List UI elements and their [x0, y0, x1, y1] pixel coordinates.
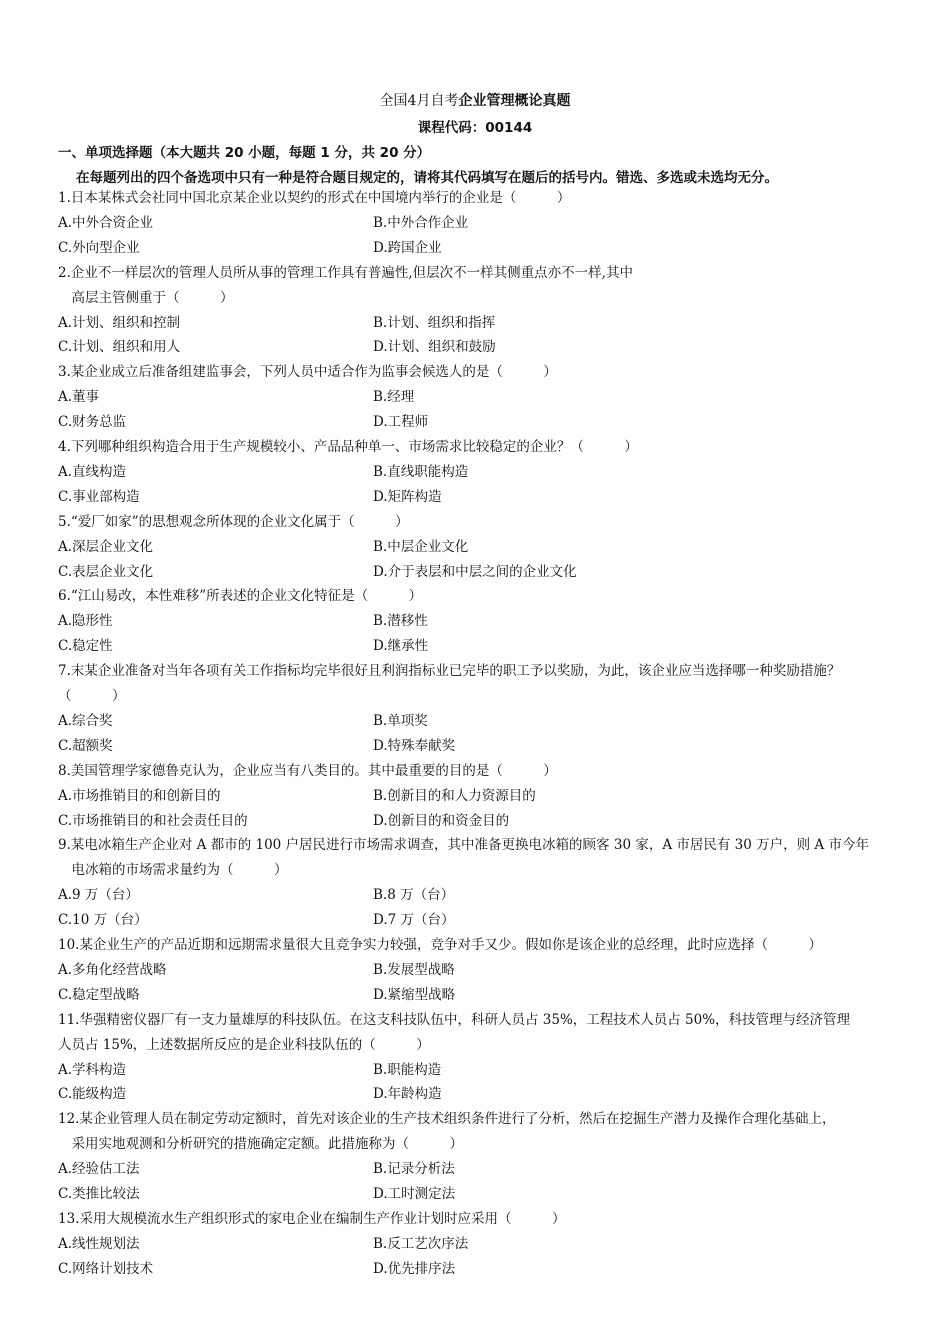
question-3-option-a: A.董事	[58, 389, 100, 406]
question-7-option-b: B.单项奖	[373, 712, 428, 729]
question-10-option-c: C.稳定型战略	[58, 986, 140, 1003]
section-instruction: 在每题列出的四个备选项中只有一种是符合题目规定的，请将其代码填写在题后的括号内。错选、多选或未选均无分。	[76, 170, 778, 186]
question-13-option-a: A.线性规划法	[58, 1235, 140, 1252]
question-5-option-c: C.表层企业文化	[58, 563, 154, 580]
question-12-option-b: B.记录分析法	[373, 1161, 455, 1178]
question-6-option-d: D.继承性	[373, 638, 429, 655]
question-4-option-c: C.事业部构造	[58, 488, 140, 505]
question-8-option-c: C.市场推销目的和社会责任目的	[58, 812, 248, 829]
question-13-stem: 13.采用大规模流水生产组织形式的家电企业在编制生产作业计划时应采用（ ）	[58, 1210, 566, 1227]
question-11-option-b: B.职能构造	[373, 1061, 442, 1078]
question-2-option-b: B.计划、组织和指挥	[373, 314, 496, 331]
exam-title-prefix: 全国4月自考	[379, 93, 459, 109]
question-4-stem: 4.下列哪种组织构造合用于生产规模较小、产品品种单一、市场需求比较稳定的企业？（ ）	[58, 439, 638, 455]
question-5-option-a: A.深层企业文化	[58, 538, 154, 555]
question-3-option-d: D.工程师	[373, 414, 429, 431]
question-13-option-b: B.反工艺次序法	[373, 1235, 469, 1252]
question-7-option-d: D.特殊奉献奖	[373, 737, 456, 754]
question-8-option-d: D.创新目的和资金目的	[373, 812, 510, 829]
question-6-option-b: B.潜移性	[373, 613, 428, 630]
question-1-option-d: D.跨国企业	[373, 239, 442, 256]
question-13-option-c: C.网络计划技术	[58, 1260, 154, 1277]
question-4-option-d: D.矩阵构造	[373, 488, 442, 505]
question-2-option-c: C.计划、组织和用人	[58, 339, 181, 356]
question-9-option-b: B.8 万（台）	[373, 887, 455, 904]
question-2-option-a: A.计划、组织和控制	[58, 314, 181, 331]
question-4-option-a: A.直线构造	[58, 463, 127, 480]
question-2-option-d: D.计划、组织和鼓励	[373, 339, 496, 356]
question-8-option-b: B.创新目的和人力资源目的	[373, 787, 536, 804]
question-9-option-a: A.9 万（台）	[58, 887, 139, 904]
question-10-option-b: B.发展型战略	[373, 961, 455, 978]
question-2-stem: 2.企业不一样层次的管理人员所从事的管理工作具有普遍性,但层次不一样其侧重点亦不一样,其中	[58, 264, 633, 281]
question-9-option-c: C.10 万（台）	[58, 912, 148, 929]
question-12-option-d: D.工时测定法	[373, 1186, 456, 1202]
question-10-option-d: D.紧缩型战略	[373, 986, 456, 1003]
question-11-stem: 人员占 15%，上述数据所反应的是企业科技队伍的（ ）	[58, 1036, 430, 1053]
question-3-option-b: B.经理	[373, 389, 415, 406]
question-6-option-a: A.隐形性	[58, 613, 113, 630]
question-9-option-d: D.7 万（台）	[373, 912, 455, 929]
question-12-option-a: A.经验估工法	[58, 1161, 140, 1178]
exam-title-bold: 企业管理概论真题	[458, 93, 571, 109]
question-5-option-d: D.介于表层和中层之间的企业文化	[373, 563, 577, 580]
question-11-option-c: C.能级构造	[58, 1086, 127, 1103]
question-11-option-d: D.年龄构造	[373, 1086, 442, 1103]
question-12-stem: 12.某企业管理人员在制定劳动定额时，首先对该企业的生产技术组织条件进行了分析，然后在挖掘生产潜力及操作合理化基础上，	[58, 1111, 836, 1128]
question-7-stem: （ ）	[58, 688, 126, 704]
question-8-stem: 8.美国管理学家德鲁克认为，企业应当有八类目的。其中最重要的目的是（ ）	[58, 762, 557, 779]
question-2-stem: 高层主管侧重于（ ）	[58, 289, 234, 306]
question-11-option-a: A.学科构造	[58, 1061, 127, 1078]
question-3-option-c: C.财务总监	[58, 414, 127, 431]
question-7-stem: 7.末某企业准备对当年各项有关工作指标均完毕很好且利润指标业已完毕的职工予以奖励，为此，该企业应当选择哪一种奖励措施？	[58, 663, 841, 680]
question-13-option-d: D.优先排序法	[373, 1260, 456, 1277]
question-1-option-b: B.中外合作企业	[373, 214, 469, 231]
question-3-stem: 3.某企业成立后准备组建监事会，下列人员中适合作为监事会候选人的是（ ）	[58, 364, 557, 381]
question-1-option-a: A.中外合资企业	[58, 214, 154, 231]
question-11-stem: 11.华强精密仪器厂有一支力量雄厚的科技队伍。在这支科技队伍中，科研人员占 35%，工程技术人员占 50%，科技管理与经济管理	[58, 1011, 851, 1028]
question-4-option-b: B.直线职能构造	[373, 463, 469, 480]
question-1-stem: 1.日本某株式会社同中国北京某企业以契约的形式在中国境内举行的企业是（ ）	[58, 190, 571, 206]
exam-title	[0, 90, 950, 110]
question-9-stem: 9.某电冰箱生产企业对 A 都市的 100 户居民进行市场需求调查，其中准备更换电冰箱的顾客 30 家，A 市居民有 30 万户，则 A 市今年	[58, 837, 869, 854]
section-heading: 一、单项选择题（本大题共 20 小题，每题 1 分，共 20 分）	[58, 145, 431, 161]
question-7-option-c: C.超额奖	[58, 737, 113, 754]
question-5-stem: 5.“爱厂如家”的思想观念所体现的企业文化属于（ ）	[58, 513, 409, 530]
question-10-stem: 10.某企业生产的产品近期和远期需求量很大且竞争实力较强，竞争对手又少。假如你是该企业的总经理，此时应选择（ ）	[58, 937, 822, 953]
question-6-stem: 6.“江山易改，本性难移”所表述的企业文化特征是（ ）	[58, 588, 423, 605]
question-9-stem: 电冰箱的市场需求量约为（ ）	[58, 862, 288, 879]
question-12-option-c: C.类推比较法	[58, 1186, 140, 1202]
course-code: 课程代码：00144	[417, 120, 533, 136]
question-6-option-c: C.稳定性	[58, 638, 113, 655]
question-8-option-a: A.市场推销目的和创新目的	[58, 787, 221, 804]
question-1-option-c: C.外向型企业	[58, 239, 140, 256]
question-10-option-a: A.多角化经营战略	[58, 961, 167, 978]
question-5-option-b: B.中层企业文化	[373, 538, 469, 555]
question-12-stem: 采用实地观测和分析研究的措施确定定额。此措施称为（ ）	[58, 1136, 463, 1153]
question-7-option-a: A.综合奖	[58, 712, 113, 729]
